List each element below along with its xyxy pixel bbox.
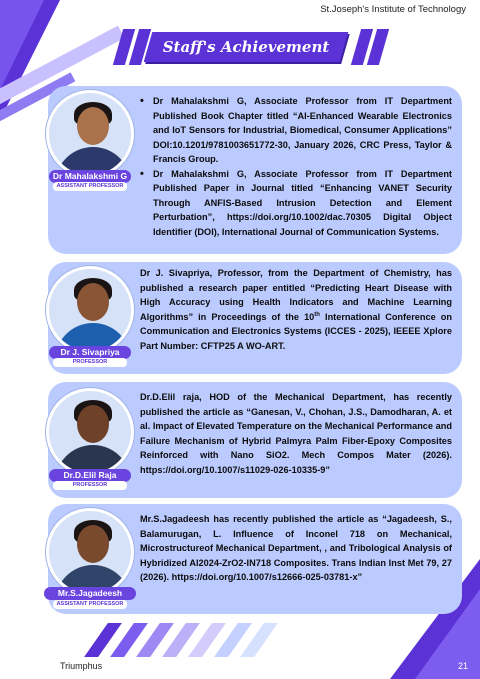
- page-number: 21: [457, 661, 468, 671]
- avatar: [46, 90, 134, 178]
- staff-name: Mr.S.Jagadeesh: [44, 587, 136, 600]
- avatar: [46, 508, 134, 596]
- staff-name: Dr.D.Elil Raja: [49, 469, 131, 482]
- staff-role: ASSISTANT PROFESSOR: [53, 600, 127, 609]
- achievement-text-part: Dr J. Sivapriya, Professor, from the Department of Chemistry, has published a research paper entitled “Predicting Heart Disease with High Accuracy using Health Indicators and Machine Learning Algorithms” in Proceedings of the 10: [140, 268, 452, 322]
- list-item: • Dr Mahalakshmi G, Associate Professor from IT Department Published Paper in Journal titled “Enhancing VANET Security Through ANFIS-Based Intrusion Detection and Element Perturbation”, https://doi.org/10.1002/dac.70305 Digital Object Identifier (DOI), International Journal of Communication Systems.: [140, 167, 452, 240]
- magazine-name: Triumphus: [60, 661, 103, 671]
- institute-name: St.Joseph's Institute of Technology: [320, 4, 466, 15]
- avatar: [46, 388, 134, 476]
- achievement-text-part: International Conference on Communication and Electronics Systems (ICCES - 2025), IEEEE Xplore Part Number: CFTP25 A WO-ART.: [140, 311, 453, 351]
- avatar: [46, 266, 134, 354]
- staff-role: ASSISTANT PROFESSOR: [53, 182, 127, 191]
- achievement-text: [140, 266, 452, 353]
- list-item: • Dr Mahalakshmi G, Associate Professor from IT Department Published Book Chapter titled “AI-Enhanced Wearable Electronics and IoT Sensors for Industrial, Biomedical, Consumer Applications” DOI:10.1201/9781003651772-30, January 2026, CRC Press, Taylor & Francis Group.: [140, 94, 452, 167]
- achievement-text: Dr.D.Elil raja, HOD of the Mechanical Department, has recently published the article as “Ganesan, V., Chohan, J.S., Damodharan, A. et al. Impact of Elevated Temperature on the Mechanical Performance and Failure Mechanism of Hybrid Palmyra Palm Fiber-Epoxy Composites Reinforced with Nano SiO2. Mech Compos Mater (2026). https://doi.org/10.1007/s11029-026-10335-9”: [140, 392, 452, 475]
- achievement-list: [140, 94, 452, 239]
- achievement-text: [140, 94, 452, 239]
- page-title: Staff's Achievement: [162, 38, 330, 56]
- staff-role: PROFESSOR: [53, 358, 127, 367]
- staff-name: Dr Mahalakshmi G: [49, 170, 131, 183]
- staff-name: Dr J. Sivapriya: [49, 346, 131, 359]
- avatar-face: [77, 405, 109, 443]
- avatar-face: [77, 283, 109, 321]
- avatar-face: [77, 107, 109, 145]
- achievement-text: Mr.S.Jagadeesh has recently published the article as “Jagadeesh, S., Balamurugan, L. Influence of Inconel 718 on Mechanical, Microstructureof Mechanical Department, , and Tribological Analysis of Hybridized Al2024-ZrO2-IN718 Composites. Trans Indian Inst Met 79, 27 (2026). https://doi.org/10.1007/s12666-025-03781-x”: [140, 514, 452, 582]
- superscript: th: [314, 311, 320, 318]
- chevron-decoration: [242, 623, 276, 657]
- avatar-face: [77, 525, 109, 563]
- staff-role: PROFESSOR: [53, 481, 127, 490]
